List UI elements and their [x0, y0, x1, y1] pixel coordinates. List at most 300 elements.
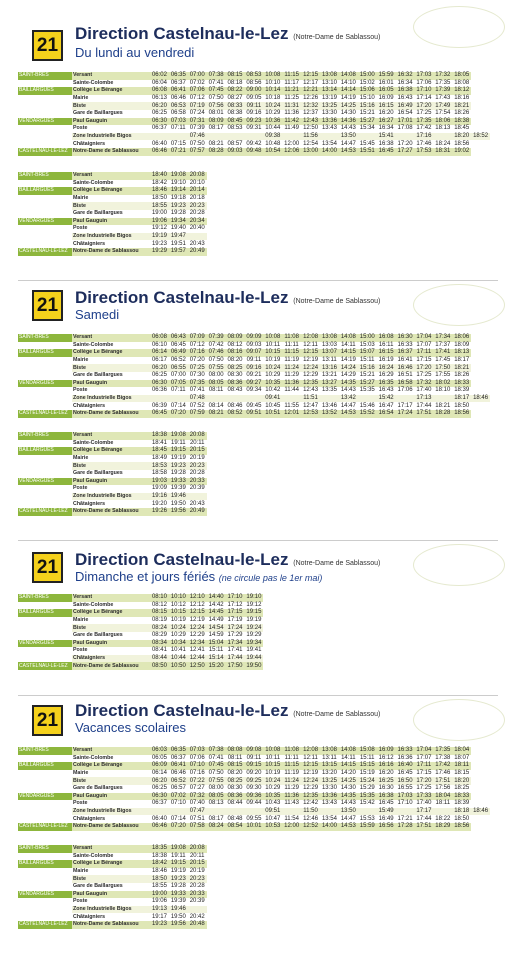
table-row	[18, 508, 207, 516]
departure-time: 11:08	[282, 334, 301, 342]
departure-time: 08:12	[151, 601, 167, 608]
departure-time: 08:33	[227, 102, 243, 109]
table-row	[18, 432, 207, 440]
departure-time: 18:56	[454, 140, 470, 147]
departure-time: 08:41	[151, 647, 167, 654]
stop-name: Notre-Dame de Sablassou	[72, 508, 150, 516]
departure-time: 07:47	[189, 807, 205, 814]
departure-time: 13:16	[321, 364, 337, 371]
departure-time: 08:09	[227, 334, 243, 341]
departure-time: 13:52	[321, 410, 337, 417]
stop-name: Versant	[72, 72, 150, 80]
departure-time: 08:44	[151, 654, 167, 661]
departure-time: 19:17	[151, 913, 167, 920]
departure-time: 07:55	[208, 364, 224, 371]
departure-time: 20:40	[189, 225, 205, 232]
town-label	[18, 210, 72, 218]
departure-time: 16:45	[378, 800, 394, 807]
departure-time: 09:16	[246, 364, 262, 371]
departure-time	[244, 395, 263, 403]
departure-time: 14:29	[340, 372, 356, 379]
departure-time: 08:34	[151, 639, 167, 646]
timetable	[18, 594, 263, 670]
departure-time: 10:19	[170, 616, 186, 623]
town-label	[18, 898, 72, 906]
departure-time: 20:43	[189, 240, 205, 247]
departure-time: 07:41	[208, 79, 224, 86]
departure-time: 19:23	[170, 202, 186, 209]
departure-time: 12:29	[303, 372, 319, 379]
departure-time: 10:48	[265, 140, 281, 147]
departure-time: 16:55	[397, 785, 413, 792]
departure-time: 17:42	[435, 762, 451, 769]
departure-time: 17:35	[435, 747, 451, 754]
departure-time: 15:59	[378, 72, 394, 79]
departure-time: 06:09	[151, 762, 167, 769]
town-label	[18, 133, 72, 141]
departure-time: 14:43	[340, 800, 356, 807]
departure-time: 08:17	[208, 815, 224, 822]
table-row	[18, 921, 207, 929]
departure-time: 08:44	[227, 800, 243, 807]
departure-time: 16:29	[378, 372, 394, 379]
table-row	[18, 440, 207, 448]
town-label: VENDARGUES	[18, 118, 72, 126]
departure-time: 19:51	[170, 240, 186, 247]
departure-time: 07:12	[189, 94, 205, 101]
table-row	[18, 762, 490, 770]
departure-time: 17:46	[435, 769, 451, 776]
departure-time: 16:41	[397, 356, 413, 363]
departure-time: 10:44	[170, 654, 186, 661]
departure-time: 07:46	[189, 132, 205, 139]
stop-name: Biste	[72, 462, 150, 470]
table-row	[18, 785, 490, 793]
departure-time: 16:38	[378, 792, 394, 799]
departure-time: 18:13	[435, 125, 451, 132]
stop-name: Châtaigniers	[72, 240, 150, 248]
departure-time: 20:43	[189, 500, 205, 507]
town-label	[18, 853, 72, 861]
departure-time: 06:20	[151, 364, 167, 371]
departure-time: 06:20	[151, 777, 167, 784]
departure-time: 18:46	[151, 187, 167, 194]
departure-time: 07:11	[169, 387, 188, 395]
table-row	[18, 770, 490, 778]
stop-name: Paul Gauguin	[72, 218, 150, 226]
departure-time: 20:10	[189, 179, 205, 186]
stop-name: Sainte-Colombe	[72, 602, 150, 610]
departure-time: 18:46	[151, 867, 167, 874]
departure-time: 09:41	[265, 394, 281, 401]
departure-time: 10:11	[263, 755, 282, 763]
departure-time: 08:11	[226, 755, 245, 763]
departure-time: 07:11	[169, 125, 188, 133]
departure-time: 06:30	[151, 379, 167, 386]
departure-time: 07:09	[189, 334, 205, 341]
town-label: CASTELNAU-LE-LEZ	[18, 508, 72, 516]
departure-time: 15:27	[359, 117, 375, 124]
departure-time: 18:15	[454, 769, 470, 776]
departure-time: 06:58	[170, 110, 186, 117]
departure-time: 17:11	[414, 349, 433, 357]
departure-time: 10:12	[170, 601, 186, 608]
departure-time: 16:27	[378, 117, 394, 124]
timetable	[18, 334, 490, 418]
departure-time: 08:25	[227, 364, 243, 371]
departure-time: 07:50	[189, 140, 205, 147]
departure-time: 14:45	[208, 609, 224, 616]
departure-time: 14:42	[208, 601, 224, 608]
town-label	[18, 602, 72, 610]
line-badge: 21	[32, 552, 63, 583]
table-row	[18, 110, 490, 118]
departure-time: 09:51	[246, 410, 262, 417]
departure-time: 15:21	[359, 110, 375, 117]
departure-time: 06:08	[151, 334, 167, 341]
departure-time: 20:42	[189, 913, 205, 920]
decorative-swirl	[413, 6, 505, 48]
departure-time: 06:30	[151, 792, 167, 799]
town-label: VENDARGUES	[18, 218, 72, 226]
departure-time: 17:01	[397, 117, 413, 124]
town-label: VENDARGUES	[18, 380, 72, 388]
table-row	[18, 883, 207, 891]
departure-time: 16:54	[378, 410, 394, 417]
departure-time: 13:43	[321, 800, 337, 807]
departure-time: 20:33	[189, 890, 205, 897]
town-label	[18, 624, 72, 632]
departure-time: 13:54	[321, 815, 337, 822]
departure-time: 07:00	[189, 72, 205, 79]
departure-time: 13:25	[321, 102, 337, 109]
departure-time: 19:28	[170, 470, 186, 477]
departure-time: 18:42	[151, 179, 167, 186]
table-row	[18, 640, 263, 648]
departure-time: 16:30	[378, 785, 394, 792]
table-row	[18, 493, 207, 501]
departure-time: 10:08	[265, 747, 281, 754]
town-label: VENDARGUES	[18, 640, 72, 648]
departure-time: 14:19	[340, 356, 356, 363]
departure-time: 13:08	[321, 72, 337, 79]
departure-time: 14:08	[340, 72, 356, 79]
departure-time: 18:16	[454, 94, 470, 101]
departure-time	[207, 808, 226, 816]
departure-time: 16:46	[397, 364, 413, 371]
town-label: BAILLARGUES	[18, 609, 72, 617]
departure-time: 20:19	[189, 867, 205, 874]
departure-time: 15:11	[358, 755, 377, 763]
departure-time: 20:11	[188, 440, 207, 448]
departure-time: 20:19	[189, 454, 205, 461]
departure-time: 18:18	[454, 807, 470, 814]
departure-time: 07:14	[170, 402, 186, 409]
departure-time: 07:56	[208, 102, 224, 109]
departure-time: 17:17	[416, 807, 432, 814]
departure-time: 20:15	[189, 447, 205, 454]
departure-time: 10:19	[265, 769, 281, 776]
departure-time: 17:16	[416, 132, 432, 139]
departure-time: 06:35	[170, 72, 186, 79]
departure-time: 08:43	[227, 387, 243, 394]
departure-time: 06:17	[151, 356, 167, 363]
town-label	[18, 800, 72, 808]
table-row	[18, 180, 207, 188]
departure-time: 13:21	[321, 372, 337, 379]
departure-time: 14:10	[340, 79, 356, 86]
stop-name: Notre-Dame de Sablassou	[72, 410, 150, 418]
departure-time: 08:28	[208, 148, 224, 155]
departure-time: 19:33	[170, 477, 186, 484]
departure-time: 07:21	[170, 148, 186, 155]
departure-time: 13:14	[321, 87, 337, 94]
departure-time: 12:15	[189, 609, 205, 616]
departure-time: 16:25	[378, 777, 394, 784]
stop-name: Zone Industrielle Bigos	[72, 493, 150, 501]
departure-time: 14:54	[208, 624, 224, 631]
town-label	[18, 883, 72, 891]
departure-time: 10:15	[265, 349, 281, 356]
table-row	[18, 133, 490, 141]
departure-time: 10:24	[265, 364, 281, 371]
section-subtitle: Samedi	[75, 307, 120, 322]
departure-time: 13:46	[321, 402, 337, 409]
departure-time: 17:27	[397, 148, 413, 155]
departure-time: 07:03	[189, 747, 205, 754]
departure-time: 09:51	[265, 807, 281, 814]
departure-time: 16:12	[378, 754, 394, 761]
departure-time: 06:35	[170, 747, 186, 754]
table-row	[18, 233, 207, 241]
table-row	[18, 860, 207, 868]
departure-time: 07:57	[189, 148, 205, 155]
departure-time: 10:19	[265, 356, 281, 363]
stop-name: Gare de Baillargues	[72, 210, 150, 218]
town-label	[18, 755, 72, 763]
stop-name: Collège Le Bérange	[72, 762, 150, 770]
departure-time: 11:29	[282, 785, 301, 793]
departure-time: 18:26	[454, 372, 470, 379]
departure-time: 15:10	[359, 94, 375, 101]
departure-time: 14:11	[339, 342, 358, 350]
table-row	[18, 125, 490, 133]
stop-name: Poste	[72, 485, 150, 493]
departure-time	[150, 808, 169, 816]
departure-time	[282, 133, 301, 141]
departure-time: 08:48	[227, 815, 243, 822]
departure-time: 06:46	[170, 94, 186, 101]
departure-time: 15:24	[359, 777, 375, 784]
departure-time: 10:45	[265, 402, 281, 409]
table-row	[18, 402, 490, 410]
town-label: CASTELNAU-LE-LEZ	[18, 921, 72, 929]
section-sunday	[0, 540, 515, 690]
departure-time: 08:54	[227, 823, 243, 830]
departure-time: 20:08	[189, 172, 205, 179]
departure-time: 20:49	[189, 508, 205, 515]
departure-time: 17:41	[435, 349, 451, 356]
departure-time: 19:12	[151, 225, 167, 232]
departure-time: 12:19	[189, 616, 205, 623]
departure-time: 07:00	[170, 372, 186, 379]
town-label: VENDARGUES	[18, 793, 72, 801]
departure-time: 19:19	[151, 232, 167, 239]
town-label: SAINT-BRÈS	[18, 432, 72, 440]
departure-time: 17:53	[416, 148, 432, 155]
departure-time: 19:15	[246, 609, 262, 616]
stop-name: Zone Industrielle Bigos	[72, 808, 150, 816]
stop-name: Châtaigniers	[72, 402, 150, 410]
stop-name: Mairie	[72, 617, 150, 625]
departure-time: 18:38	[151, 852, 167, 859]
table-row	[18, 632, 263, 640]
town-label: BAILLARGUES	[18, 762, 72, 770]
table-row	[18, 609, 263, 617]
departure-time: 15:02	[359, 79, 375, 86]
departure-time: 16:19	[378, 356, 394, 363]
departure-time: 16:15	[378, 102, 394, 109]
stop-name: Versant	[72, 845, 150, 853]
departure-time: 18:33	[454, 379, 470, 386]
town-label	[18, 913, 72, 921]
departure-time: 18:55	[151, 202, 167, 209]
section-title: Direction Castelnau-le-Lez (Notre-Dame de Sablassou)	[75, 288, 381, 307]
departure-time: 10:41	[170, 647, 186, 654]
timetable	[18, 172, 207, 256]
table-row	[18, 218, 207, 226]
departure-time: 12:47	[303, 402, 319, 409]
stop-name: Notre-Dame de Sablassou	[72, 148, 150, 156]
departure-time: 09:55	[246, 815, 262, 822]
departure-time: 19:10	[170, 179, 186, 186]
departure-time: 20:14	[189, 187, 205, 194]
departure-time: 19:26	[151, 508, 167, 515]
departure-time: 06:53	[170, 102, 186, 109]
departure-time: 12:50	[189, 662, 205, 669]
departure-time: 19:33	[170, 890, 186, 897]
departure-time: 15:14	[208, 654, 224, 661]
departure-time: 20:08	[189, 432, 205, 439]
table-row	[18, 195, 207, 203]
departure-time: 12:11	[301, 755, 320, 763]
departure-time: 10:29	[265, 785, 281, 792]
table-row	[18, 602, 263, 610]
departure-time: 18:50	[151, 194, 167, 201]
departure-time: 10:15	[170, 609, 186, 616]
departure-time: 14:11	[339, 755, 358, 763]
departure-time: 13:08	[321, 747, 337, 754]
departure-time: 16:54	[397, 110, 413, 117]
departure-time: 13:30	[321, 110, 337, 117]
departure-time	[433, 395, 452, 403]
stop-name: Paul Gauguin	[72, 380, 150, 388]
departure-time	[207, 395, 226, 403]
departure-time: 15:15	[359, 762, 375, 769]
departure-time: 07:55	[208, 777, 224, 784]
departure-time: 10:10	[265, 79, 281, 86]
timetable	[18, 747, 490, 831]
departure-time: 11:44	[282, 387, 301, 395]
table-row	[18, 210, 207, 218]
departure-time: 06:10	[151, 341, 167, 348]
departure-time: 19:50	[246, 662, 262, 669]
departure-time: 12:12	[189, 601, 205, 608]
departure-time: 17:49	[435, 102, 451, 109]
table-row	[18, 891, 207, 899]
departure-time: 06:45	[170, 341, 186, 348]
departure-time: 19:23	[170, 462, 186, 469]
stop-name: Zone Industrielle Bigos	[72, 233, 150, 241]
departure-time: 18:46	[473, 807, 489, 814]
departure-time: 20:28	[189, 883, 205, 890]
table-row	[18, 655, 263, 663]
departure-time: 16:11	[377, 342, 396, 350]
table-row	[18, 624, 263, 632]
departure-time: 09:03	[246, 341, 262, 348]
departure-time: 08:45	[227, 117, 243, 124]
departure-time: 20:49	[189, 248, 205, 255]
departure-time: 18:50	[454, 402, 470, 409]
departure-time: 08:30	[227, 785, 243, 792]
departure-time: 14:15	[340, 349, 356, 356]
departure-time: 14:43	[340, 387, 356, 394]
departure-time: 06:08	[151, 87, 167, 94]
departure-time: 17:04	[416, 334, 432, 341]
departure-time: 09:21	[246, 372, 262, 379]
stop-name: Poste	[72, 125, 150, 133]
departure-time: 12:35	[303, 792, 319, 799]
departure-time: 18:29	[435, 823, 451, 830]
departure-time: 07:50	[208, 356, 224, 363]
departure-time: 17:34	[227, 639, 243, 646]
departure-time: 17:06	[397, 387, 413, 394]
departure-time: 08:15	[151, 609, 167, 616]
departure-time: 09:48	[246, 148, 262, 155]
departure-time: 07:39	[208, 334, 224, 341]
stop-name: Paul Gauguin	[72, 891, 150, 899]
departure-time: 08:53	[227, 125, 243, 132]
section-title: Direction Castelnau-le-Lez (Notre-Dame de Sablassou)	[75, 550, 381, 569]
departure-time: 20:18	[189, 194, 205, 201]
departure-time: 13:36	[321, 117, 337, 124]
table-row	[18, 647, 263, 655]
departure-time: 08:11	[207, 387, 226, 395]
stop-name: Mairie	[72, 357, 150, 365]
departure-time: 14:08	[340, 747, 356, 754]
stop-name: Sainte-Colombe	[72, 755, 150, 763]
stop-name: Zone Industrielle Bigos	[72, 133, 150, 141]
departure-time	[282, 395, 301, 403]
departure-time: 16:38	[397, 87, 413, 94]
departure-time: 10:42	[265, 387, 281, 394]
departure-time: 12:11	[301, 342, 320, 350]
town-label	[18, 770, 72, 778]
departure-time: 12:06	[284, 148, 300, 155]
departure-time	[169, 395, 188, 403]
departure-time: 13:25	[321, 777, 337, 784]
departure-time: 20:23	[189, 462, 205, 469]
section-subtitle: Vacances scolaires	[75, 720, 187, 735]
table-row	[18, 187, 207, 195]
departure-time	[188, 906, 207, 914]
departure-time: 16:36	[397, 754, 413, 761]
departure-time: 09:05	[246, 94, 262, 101]
departure-time: 17:28	[397, 823, 413, 830]
departure-time: 07:48	[189, 394, 205, 401]
departure-time: 12:19	[303, 769, 319, 776]
table-row	[18, 823, 490, 831]
